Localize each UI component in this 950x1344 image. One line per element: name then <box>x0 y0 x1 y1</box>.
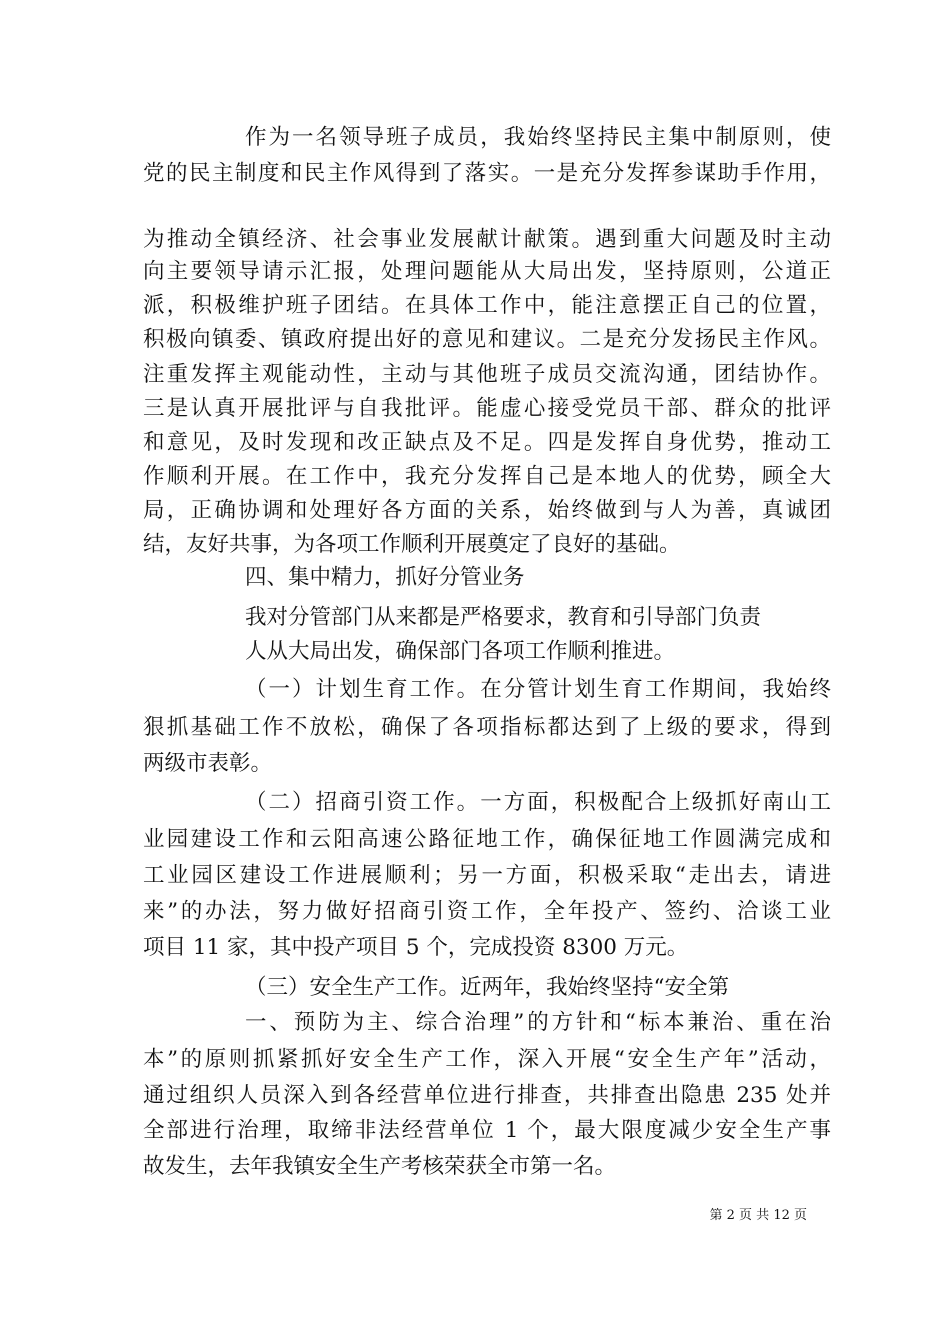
text-line: （二）招商引资工作。一方面，积极配合上级抓好南山工 <box>245 790 831 815</box>
text-line: 三是认真开展批评与自我批评。能虚心接受党员干部、群众的批评 <box>143 396 831 421</box>
text-line: 全部进行治理，取缔非法经营单位 1 个，最大限度减少安全生产事 <box>143 1118 831 1143</box>
text-line: 为推动全镇经济、社会事业发展献计献策。遇到重大问题及时主动 <box>143 227 831 252</box>
text-line: 业园建设工作和云阳高速公路征地工作，确保征地工作圆满完成和 <box>143 827 831 852</box>
text-line: 积极向镇委、镇政府提出好的意见和建议。二是充分发扬民主作风。 <box>143 327 831 352</box>
text-line: 四、集中精力，抓好分管业务 <box>245 565 525 590</box>
text-line: 本”的原则抓紧抓好安全生产工作，深入开展“安全生产年”活动， <box>143 1047 831 1072</box>
text-line: 注重发挥主观能动性，主动与其他班子成员交流沟通，团结协作。 <box>143 362 831 387</box>
text-line: 人从大局出发，确保部门各项工作顺利推进。 <box>245 639 676 664</box>
text-line: 派，积极维护班子团结。在具体工作中，能注意摆正自己的位置， <box>143 293 831 318</box>
page-number: 第 2 页 共 12 页 <box>709 1208 807 1223</box>
text-line: 结，友好共事，为各项工作顺利开展奠定了良好的基础。 <box>143 532 681 557</box>
text-line: 我对分管部门从来都是严格要求，教育和引导部门负责 <box>245 605 762 630</box>
text-line: （三）安全生产工作。近两年，我始终坚持“安全第 <box>245 975 729 1000</box>
text-line: 作顺利开展。在工作中，我充分发挥自己是本地人的优势，顾全大 <box>143 464 831 489</box>
text-line: 党的民主制度和民主作风得到了落实。一是充分发挥参谋助手作用， <box>143 161 831 186</box>
text-line: 局，正确协调和处理好各方面的关系，始终做到与人为善，真诚团 <box>143 498 831 523</box>
text-line: 作为一名领导班子成员，我始终坚持民主集中制原则，使 <box>245 125 831 150</box>
text-line: 一、预防为主、综合治理”的方针和“标本兼治、重在治 <box>245 1010 831 1035</box>
text-line: 通过组织人员深入到各经营单位进行排查，共排查出隐患 235 处并 <box>143 1083 831 1108</box>
text-line: 两级市表彰。 <box>143 751 273 776</box>
text-line: （一）计划生育工作。在分管计划生育工作期间，我始终 <box>245 677 831 702</box>
text-line: 狠抓基础工作不放松，确保了各项指标都达到了上级的要求，得到 <box>143 715 831 740</box>
text-line: 项目 11 家，其中投产项目 5 个，完成投资 8300 万元。 <box>143 935 689 960</box>
text-line: 工业园区建设工作进展顺利；另一方面，积极采取“走出去，请进 <box>143 863 831 888</box>
text-line: 来”的办法，努力做好招商引资工作，全年投产、签约、洽谈工业 <box>143 899 831 924</box>
text-line: 向主要领导请示汇报，处理问题能从大局出发，坚持原则，公道正 <box>143 259 831 284</box>
text-line: 和意见，及时发现和改正缺点及不足。四是发挥自身优势，推动工 <box>143 430 831 455</box>
text-line: 故发生，去年我镇安全生产考核荣获全市第一名。 <box>143 1154 617 1179</box>
